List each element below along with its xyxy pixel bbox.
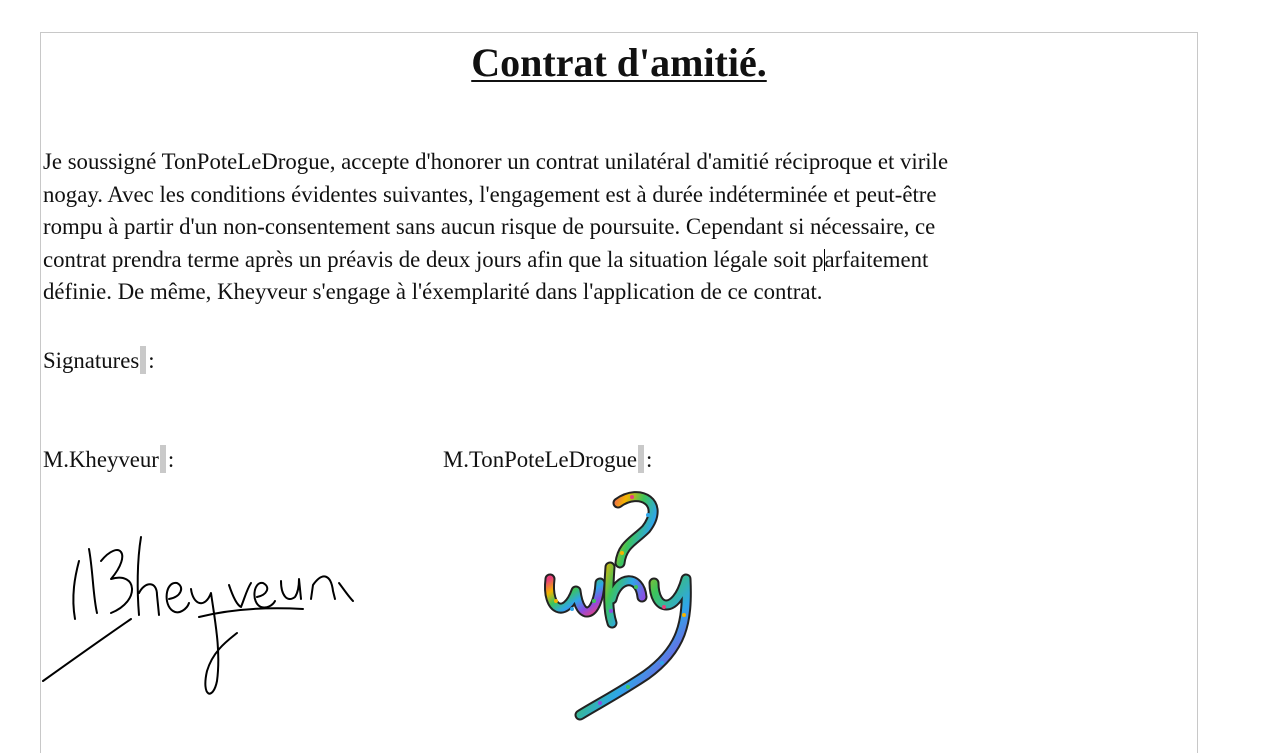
signer-1-name: M.Kheyveur [43,447,159,472]
formatting-mark [160,445,166,473]
signature-kheyveur [41,501,381,701]
signatures-heading [43,346,155,376]
document-title: Contrat d'amitié. [471,40,767,85]
paragraph-line-4-part-b: arfaitement [824,246,929,272]
colon: : [646,447,653,472]
signer-2-label [443,445,652,475]
formatting-mark [638,445,644,473]
paragraph-line-4 [43,247,928,272]
signatures-label: Signatures [43,348,140,373]
colon: : [167,447,175,472]
signature-why [536,483,716,723]
signer-2-name: M.TonPoteLeDrogue [443,447,638,472]
document-page [40,32,1198,753]
formatting-mark [140,346,146,374]
paragraph-line-4-part-a: contrat prendra terme après un préavis de deux jours afin que la situation légale soit p [43,246,824,272]
paragraph-line-3: rompu à partir d'un non-consentement sans aucun risque de poursuite. Cependant si nécessaire, ce [43,214,936,239]
contract-paragraph [43,146,1193,309]
paragraph-line-1: Je soussigné TonPoteLeDrogue, accepte d'honorer un contrat unilatéral d'amitié réciproque et virile [43,149,949,174]
paragraph-line-2: nogay. Avec les conditions évidentes suivantes, l'engagement est à durée indéterminée et peut-être [43,181,937,207]
paragraph-line-5: définie. De même, Kheyveur s'engage à l'éxemplarité dans l'application de ce contrat. [43,279,823,304]
colon: : [148,348,155,373]
signer-1-label [43,445,174,475]
